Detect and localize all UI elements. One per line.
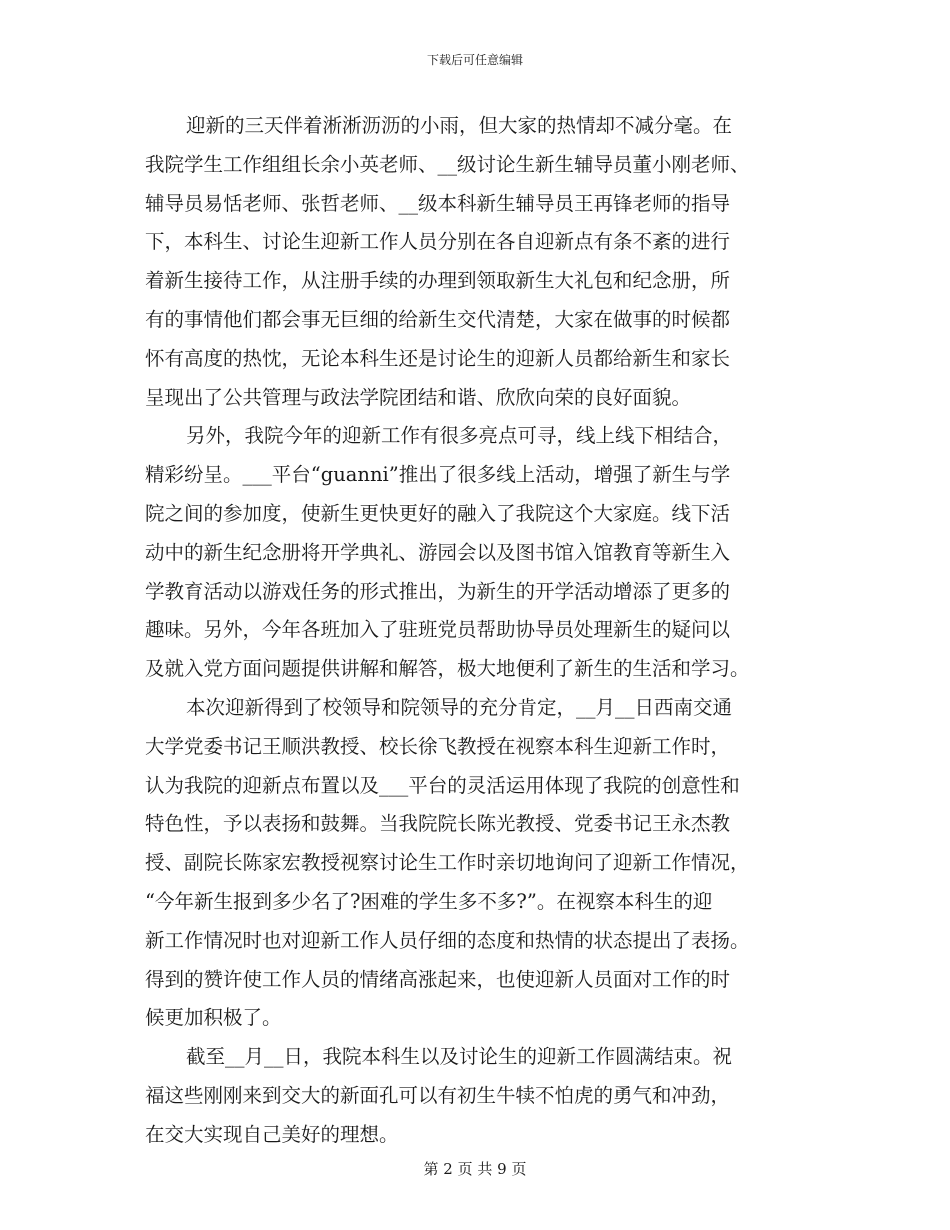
- document-body: [145, 107, 810, 1155]
- paragraph-2: [145, 417, 810, 689]
- text-line: 得到的赞许使工作人员的情绪高涨起来，也使迎新人员面对工作的时: [145, 967, 731, 991]
- text-line: 我院学生工作组组长余小英老师、__级讨论生新生辅导员董小刚老师、: [145, 152, 750, 176]
- text-line: 在交大实现自己美好的理想。: [145, 1122, 399, 1146]
- text-line: 本次迎新得到了校领导和院领导的充分肯定，__月__日西南交通: [186, 695, 733, 719]
- page-footer: 第 2 页 共 9 页: [423, 1160, 527, 1178]
- text-line: 呈现出了公共管理与政法学院团结和谐、欣欣向荣的良好面貌。: [145, 385, 692, 409]
- text-line: 新工作情况时也对迎新工作人员仔细的态度和热情的状态提出了表扬。: [145, 928, 750, 952]
- text-line: 授、副院长陈家宏教授视察讨论生工作时亲切地询问了迎新工作情况，: [145, 851, 750, 875]
- text-line: 着新生接待工作，从注册手续的办理到领取新生大礼包和纪念册，所: [145, 269, 731, 293]
- text-line: 精彩纷呈。___平台“guanni”推出了很多线上活动，增强了新生与学: [145, 463, 731, 487]
- text-line: 大学党委书记王顺洪教授、校长徐飞教授在视察本科生迎新工作时，: [145, 734, 731, 758]
- paragraph-1: [145, 107, 810, 417]
- text-line: 下，本科生、讨论生迎新工作人员分别在各自迎新点有条不紊的进行: [145, 230, 731, 254]
- text-line: 另外，我院今年的迎新工作有很多亮点可寻，线上线下相结合，: [186, 424, 733, 448]
- text-line: 截至__月__日，我院本科生以及讨论生的迎新工作圆满结束。祝: [186, 1045, 733, 1069]
- paragraph-4: [145, 1038, 810, 1154]
- text-line: “今年新生报到多少名了?困难的学生多不多?”。在视察本科生的迎: [145, 889, 713, 913]
- text-line: 迎新的三天伴着淅淅沥沥的小雨，但大家的热情却不减分毫。在: [186, 114, 733, 137]
- page-header: 下载后可任意编辑: [426, 53, 523, 67]
- text-line: 学教育活动以游戏任务的形式推出，为新生的开学活动增添了更多的: [145, 579, 731, 603]
- text-line: 动中的新生纪念册将开学典礼、游园会以及图书馆入馆教育等新生入: [145, 540, 731, 564]
- text-line: 福这些刚刚来到交大的新面孔可以有初生牛犊不怕虎的勇气和冲劲，: [145, 1083, 731, 1107]
- paragraph-3: [145, 689, 810, 1038]
- text-line: 认为我院的迎新点布置以及___平台的灵活运用体现了我院的创意性和: [145, 773, 740, 797]
- text-line: 趣味。另外，今年各班加入了驻班党员帮助协导员处理新生的疑问以: [145, 618, 731, 642]
- text-line: 院之间的参加度，使新生更快更好的融入了我院这个大家庭。线下活: [145, 501, 731, 525]
- text-line: 候更加积极了。: [145, 1006, 282, 1030]
- text-line: 特色性，予以表扬和鼓舞。当我院院长陈光教授、党委书记王永杰教: [145, 812, 731, 836]
- text-line: 怀有高度的热忱，无论本科生还是讨论生的迎新人员都给新生和家长: [145, 346, 731, 370]
- text-line: 辅导员易恬老师、张哲老师、__级本科新生辅导员王再锋老师的指导: [145, 191, 731, 215]
- text-line: 及就入党方面问题提供讲解和解答，极大地便利了新生的生活和学习。: [145, 657, 750, 681]
- text-line: 有的事情他们都会事无巨细的给新生交代清楚，大家在做事的时候都: [145, 307, 731, 331]
